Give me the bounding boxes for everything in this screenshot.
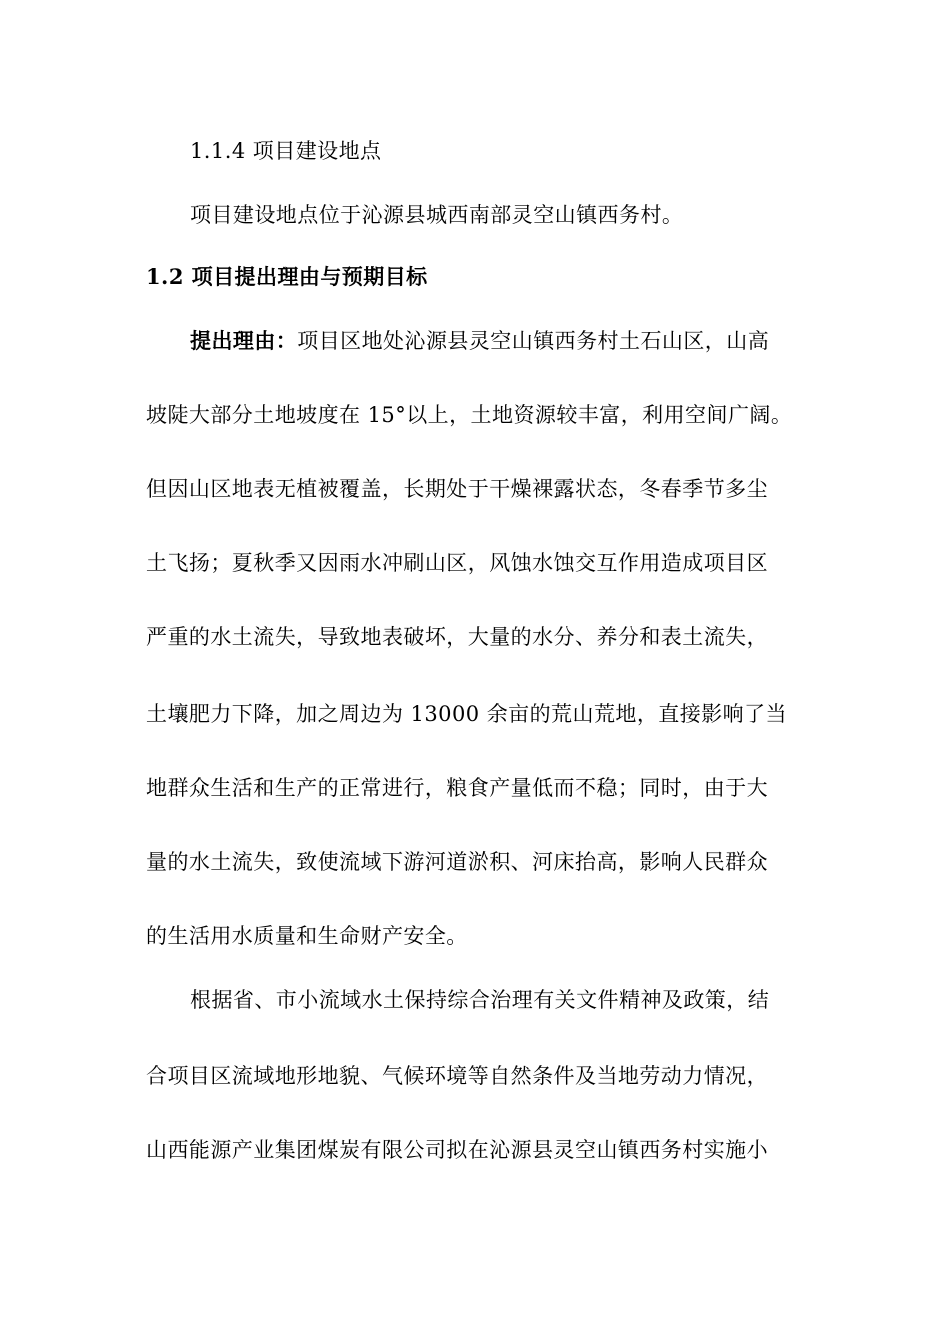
reason-paragraph-line-8: 量的水土流失，致使流域下游河道淤积、河床抬高，影响人民群众 [146, 850, 769, 874]
reason-paragraph-line-7: 地群众生活和生产的正常进行，粮食产量低而不稳；同时，由于大 [146, 776, 769, 800]
reason-label: 提出理由： [190, 328, 298, 353]
section-1-1-4-heading: 1.1.4 项目建设地点 [190, 139, 382, 163]
reason-paragraph-line-6: 土壤肥力下降，加之周边为 13000 余亩的荒山荒地，直接影响了当 [146, 702, 788, 726]
basis-paragraph-line-3: 山西能源产业集团煤炭有限公司拟在沁源县灵空山镇西务村实施小 [146, 1138, 769, 1162]
reason-paragraph-line-5: 严重的水土流失，导致地表破坏，大量的水分、养分和表土流失， [146, 625, 769, 649]
reason-paragraph-line-1 [190, 326, 806, 356]
section-1-2-heading: 1.2 项目提出理由与预期目标 [146, 264, 428, 289]
basis-paragraph-line-1: 根据省、市小流域水土保持综合治理有关文件精神及政策，结 [190, 988, 770, 1012]
reason-paragraph-line-2: 坡陡大部分土地坡度在 15°以上，土地资源较丰富，利用空间广阔。 [146, 403, 793, 427]
basis-paragraph-line-2: 合项目区流域地形地貌、气候环境等自然条件及当地劳动力情况， [146, 1064, 769, 1088]
reason-line-text: 项目区地处沁源县灵空山镇西务村土石山区，山高 [297, 329, 770, 353]
reason-paragraph-line-9: 的生活用水质量和生命财产安全。 [146, 924, 468, 948]
reason-paragraph-line-3: 但因山区地表无植被覆盖，长期处于干燥裸露状态，冬春季节多尘 [146, 477, 769, 501]
section-1-1-4-text: 项目建设地点位于沁源县城西南部灵空山镇西务村。 [190, 203, 684, 227]
reason-paragraph-line-4: 土飞扬；夏秋季又因雨水冲刷山区，风蚀水蚀交互作用造成项目区 [146, 551, 769, 575]
